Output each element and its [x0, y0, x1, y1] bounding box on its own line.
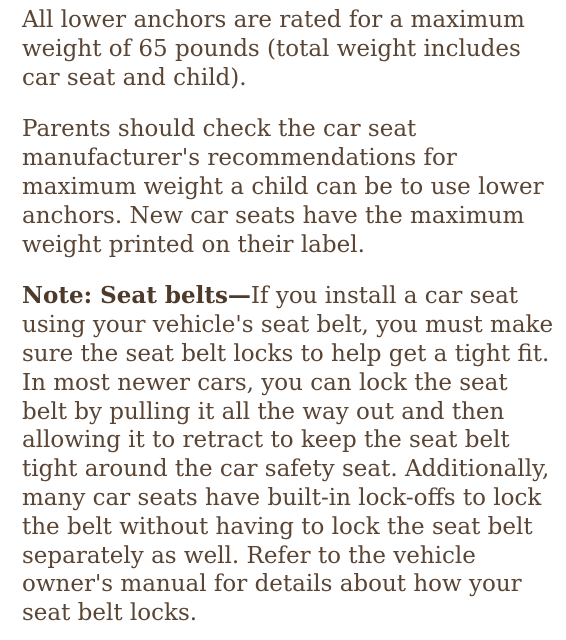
anchor-weight-paragraph: All lower anchors are rated for a maximum weight of 65 pounds (total weight includes car seat and child). [22, 7, 525, 91]
manufacturer-recommendation-paragraph: Parents should check the car seat manufacturer's recommendations for maximum weight a child can be to use lower anchors. New car seats have the maximum weight printed on their label. [22, 116, 544, 258]
note-label: Note: Seat belts— [22, 282, 251, 310]
seat-belt-note-paragraph [22, 282, 556, 628]
note-body: If you install a car seat using your vehicle's seat belt, you must make sure the seat belt locks to help get a tight fit. In most newer cars, you can lock the seat belt by pulling it all the way out and then allowing it to retract to keep the seat belt tight around the car safety seat. Additionally, many car seats have built-in lock-offs to lock the belt without having to lock the seat belt separately as well. Refer to the vehicle owner's manual for details about how your seat belt locks. [22, 283, 554, 627]
